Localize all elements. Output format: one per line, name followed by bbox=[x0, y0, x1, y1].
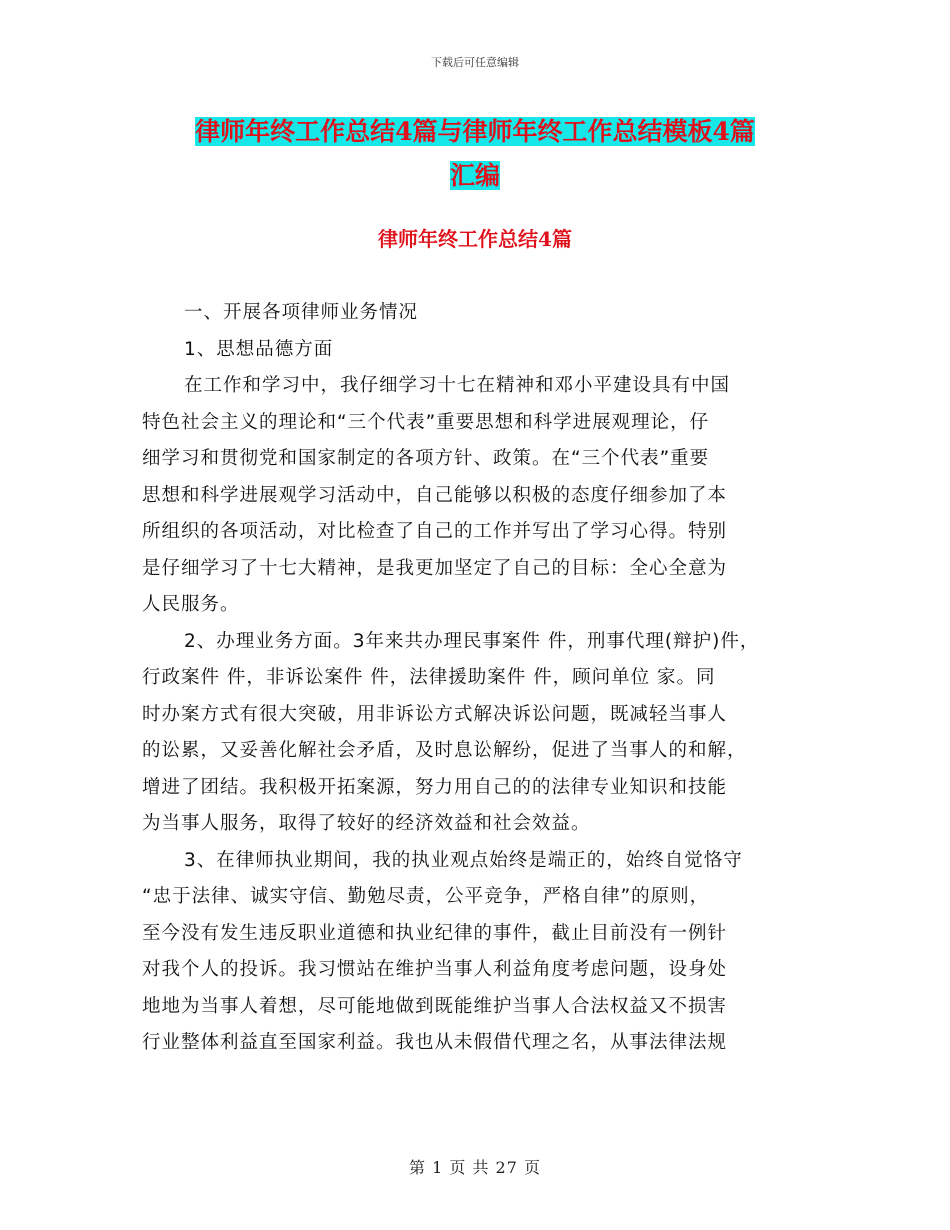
text-line: 思想和科学进展观学习活动中，自己能够以积极的态度仔细参加了本 bbox=[142, 484, 728, 506]
text-line: 1、思想品德方面 bbox=[184, 338, 334, 360]
text-line: 一、开展各项律师业务情况 bbox=[184, 302, 419, 323]
document-title-line2: 汇编 bbox=[449, 161, 500, 190]
body-text bbox=[142, 295, 822, 1062]
text-line: 2、办理业务方面。3年来共办理民事案件 件，刑事代理(辩护)件， bbox=[184, 630, 760, 652]
document-title-line1: 律师年终工作总结4篇与律师年终工作总结模板4篇 bbox=[195, 117, 755, 146]
text-line: 所组织的各项活动，对比检查了自己的工作并写出了学习心得。特别 bbox=[142, 521, 728, 542]
header-note: 下载后可任意编辑 bbox=[431, 56, 519, 69]
text-line: 人民服务。 bbox=[142, 594, 240, 615]
text-line: 地地为当事人着想，尽可能地做到既能维护当事人合法权益又不损害 bbox=[142, 995, 728, 1017]
section-title: 律师年终工作总结4篇 bbox=[378, 227, 572, 251]
text-line: 行业整体利益直至国家利益。我也从未假借代理之名，从事法律法规 bbox=[142, 1032, 728, 1053]
text-line: 3、在律师执业期间，我的执业观点始终是端正的，始终自觉恪守 bbox=[184, 849, 743, 871]
text-line: 行政案件 件，非诉讼案件 件，法律援助案件 件，顾问单位 家。同 bbox=[142, 667, 716, 688]
text-line: 特色社会主义的理论和“三个代表”重要思想和科学进展观理论，仔 bbox=[142, 411, 710, 433]
text-line: 时办案方式有很大突破，用非诉讼方式解决诉讼问题，既减轻当事人 bbox=[142, 703, 728, 725]
text-line: 对我个人的投诉。我习惯站在维护当事人利益角度考虑问题，设身处 bbox=[142, 959, 728, 980]
text-line: 细学习和贯彻党和国家制定的各项方针、政策。在“三个代表”重要 bbox=[142, 448, 710, 469]
text-line: “忠于法律、诚实守信、勤勉尽责，公平竞争，严格自律”的原则， bbox=[142, 886, 710, 907]
text-line: 的讼累，又妥善化解社会矛盾，及时息讼解纷，促进了当事人的和解， bbox=[142, 740, 747, 761]
document-title bbox=[150, 110, 800, 198]
text-line: 在工作和学习中，我仔细学习十七在精神和邓小平建设具有中国 bbox=[184, 375, 731, 396]
text-line: 是仔细学习了十七大精神，是我更加坚定了自己的目标：全心全意为 bbox=[142, 557, 728, 579]
text-line: 为当事人服务，取得了较好的经济效益和社会效益。 bbox=[142, 813, 591, 834]
text-line: 至今没有发生违反职业道德和执业纪律的事件，截止目前没有一例针 bbox=[142, 922, 728, 944]
page-footer: 第 1 页 共 27 页 bbox=[409, 1158, 541, 1177]
text-line: 增进了团结。我积极开拓案源，努力用自己的的法律专业知识和技能 bbox=[142, 776, 728, 798]
